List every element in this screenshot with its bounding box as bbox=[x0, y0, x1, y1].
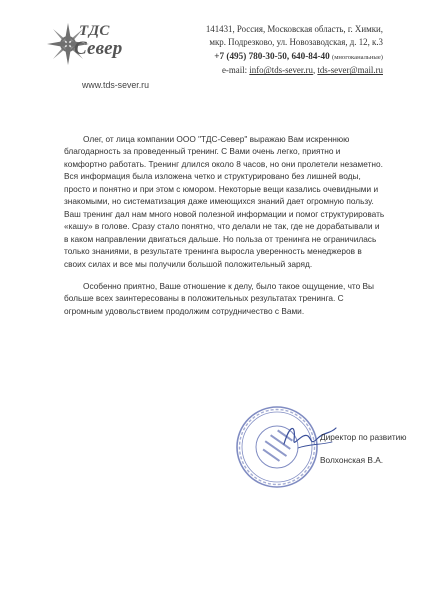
letterhead-address bbox=[206, 23, 383, 78]
body-line: своих силах и все мы получили большой положительный заряд. bbox=[64, 258, 313, 269]
body-line: только знаниями, в результате тренинга выросла уверенность менеджеров в bbox=[64, 246, 362, 257]
body-line: Ваш тренинг дал нам много новой полезной информации и помог структурировать bbox=[64, 208, 385, 219]
email-line bbox=[206, 64, 383, 77]
body-line: «кашу» в голове. Сразу стало понятно, что делали не так, где не дорабатывали и bbox=[64, 221, 380, 232]
body-line: больше всех заинтересованы в положительных результатах тренинга. С bbox=[64, 293, 344, 304]
email-link-2[interactable]: tds-sever@mail.ru bbox=[317, 65, 383, 76]
email-prefix: e-mail: bbox=[221, 65, 248, 76]
body-line: просто и понятно и при этом с юмором. Некоторые вещи казались очевидными и bbox=[64, 183, 379, 194]
body-line: Вся информация была изложена четко и структурировано без лишней воды, bbox=[64, 171, 361, 182]
address-line-2: мкр. Подрезково, ул. Новозаводская, д. 12, к.3 bbox=[209, 37, 383, 48]
body-line: огромным удовольствием продолжим сотрудничество с Вами. bbox=[64, 305, 305, 316]
paragraph-2 bbox=[64, 280, 396, 317]
signer-role: Директор по развитию bbox=[320, 432, 407, 442]
company-logo bbox=[46, 22, 149, 90]
address-line-1: 141431, Россия, Московская область, г. Химки, bbox=[205, 24, 383, 34]
phone-line bbox=[206, 50, 383, 64]
paragraph-1 bbox=[64, 133, 396, 270]
logo-brand-bottom: Север bbox=[74, 38, 123, 59]
body-line: в каком направлении двигаться дальше. Но польза от тренинга не ограничилась bbox=[64, 233, 377, 244]
body-line: Олег, от лица компании ООО "ТДС-Север" выражаю Вам искреннюю bbox=[83, 134, 350, 144]
body-line: Особенно приятно, Ваше отношение к делу, было такое ощущение, что Вы bbox=[83, 280, 375, 291]
letter-body bbox=[64, 133, 396, 317]
email-separator: , bbox=[312, 65, 316, 76]
logo-website[interactable]: www.tds-sever.ru bbox=[82, 80, 149, 90]
email-link-1[interactable]: info@tds-sever.ru bbox=[249, 65, 313, 76]
phone-note: (многоканальные) bbox=[332, 53, 383, 61]
logo-brand-top: ТДС bbox=[79, 23, 110, 39]
body-line: комфортно работать. Тренинг длился около 8 часов, но они пролетели незаметно. bbox=[64, 158, 383, 169]
signer-name: Волхонская В.А. bbox=[320, 455, 384, 465]
body-line: благодарность за проведенный тренинг. С Вами очень легко, приятно и bbox=[64, 146, 341, 157]
body-line: знакомыми, но систематизация даже имеющихся знаний дает огромную пользу. bbox=[64, 196, 374, 207]
paragraph-gap bbox=[64, 270, 396, 280]
phone-numbers: +7 (495) 780-30-50, 640-84-40 bbox=[214, 50, 330, 61]
